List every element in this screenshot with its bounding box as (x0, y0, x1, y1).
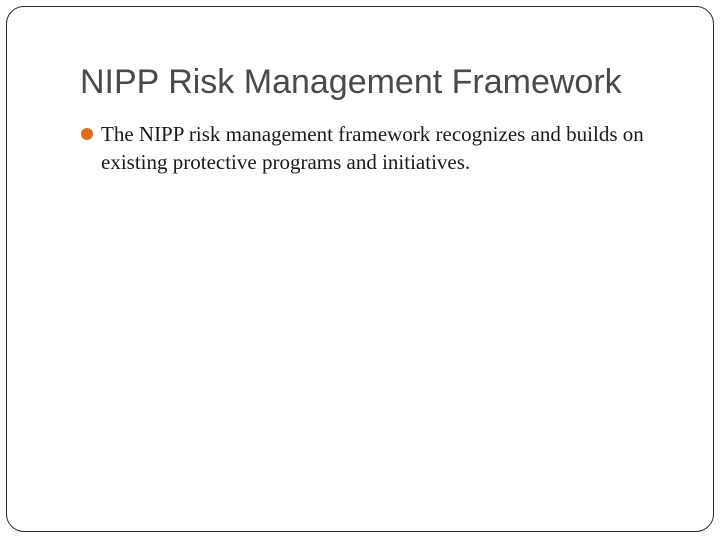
bullet-item (80, 120, 700, 176)
bullet-dot-icon (81, 128, 93, 140)
bullet-text: The NIPP risk management framework recognizes and builds on existing protective programs and initiatives. (101, 122, 644, 174)
slide-title: NIPP Risk Management Framework (80, 63, 622, 101)
bullet-list (80, 120, 700, 176)
